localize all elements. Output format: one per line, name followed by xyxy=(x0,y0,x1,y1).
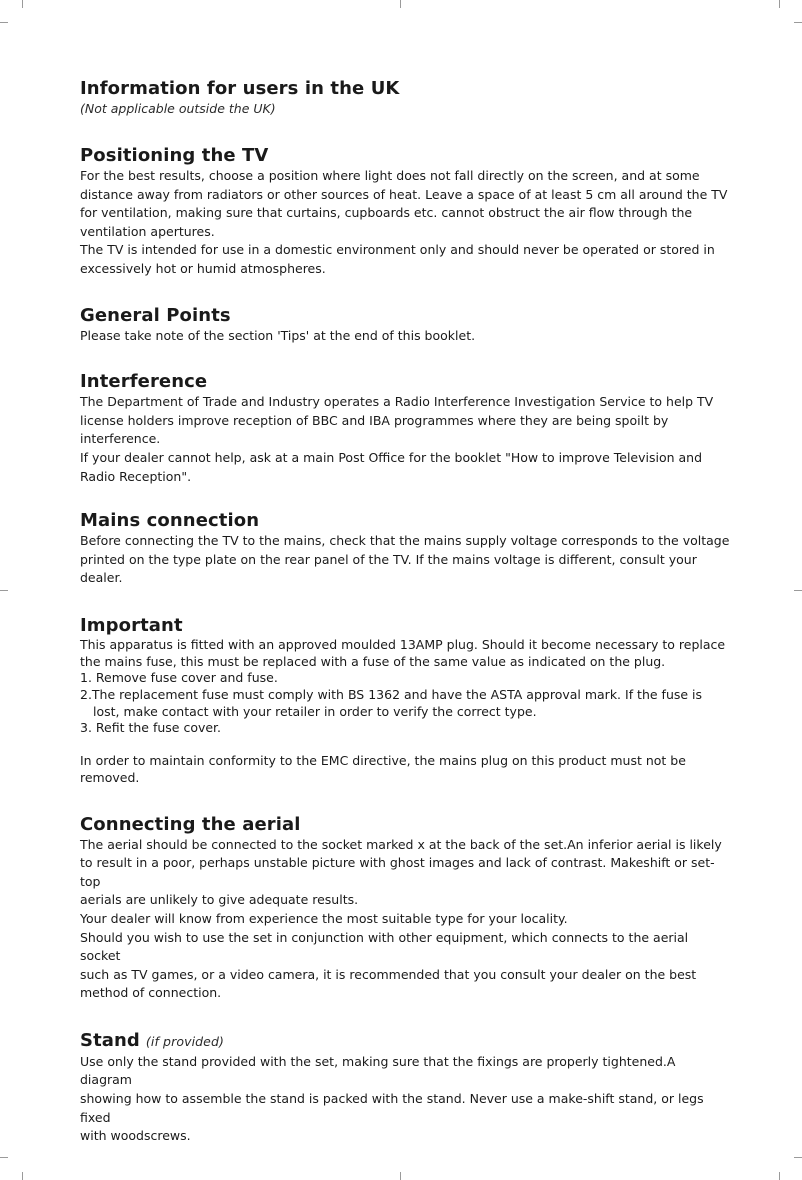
crop-mark xyxy=(794,22,802,23)
paragraph-line: This apparatus is fitted with an approved moulded 13AMP plug. Should it become necessary to replace xyxy=(80,636,726,652)
list-item: 2.The replacement fuse must comply with BS 1362 and have the ASTA approval mark. If the fuse is xyxy=(80,687,703,703)
section-positioning xyxy=(80,145,730,279)
paragraph-line: The TV is intended for use in a domestic environment only and should never be operated or stored in xyxy=(80,242,715,258)
crop-mark xyxy=(794,1157,802,1158)
paragraph-line: license holders improve reception of BBC and IBA programmes where they are being spoilt by xyxy=(80,412,669,428)
section-title: Important xyxy=(80,614,183,636)
paragraph-line: For the best results, choose a position where light does not fall directly on the screen, and at some xyxy=(80,168,700,183)
section-title-text: Stand xyxy=(80,1029,140,1051)
list-item: 1. Remove fuse cover and fuse. xyxy=(80,670,278,686)
paragraph-line: removed. xyxy=(80,769,140,785)
section-title: Interference xyxy=(80,371,208,393)
crop-mark xyxy=(22,1172,23,1180)
section-title xyxy=(80,1030,730,1053)
section-title: Mains connection xyxy=(80,510,260,532)
paragraph-line: method of connection. xyxy=(80,985,222,1001)
paragraph-line: Radio Reception". xyxy=(80,468,192,484)
paragraph-line: If your dealer cannot help, ask at a main Post Office for the booklet "How to improve Television and xyxy=(80,449,703,465)
paragraph-line: Use only the stand provided with the set, making sure that the fixings are properly tightened.A diagram xyxy=(80,1053,676,1088)
paragraph-line: In order to maintain conformity to the EMC directive, the mains plug on this product must not be xyxy=(80,753,686,769)
section-mains-connection xyxy=(80,510,730,588)
paragraph-line: to result in a poor, perhaps unstable picture with ghost images and lack of contrast. Makeshift or set-top xyxy=(80,855,715,889)
list-item-continuation: lost, make contact with your retailer in order to verify the correct type. xyxy=(93,703,537,719)
paragraph-line: ventilation apertures. xyxy=(80,223,215,239)
section-stand xyxy=(80,1030,730,1146)
crop-mark xyxy=(400,1172,401,1180)
paragraph-line: Should you wish to use the set in conjunction with other equipment, which connects to the aerial socket xyxy=(80,929,689,964)
crop-mark xyxy=(794,590,802,591)
section-title: Information for users in the UK xyxy=(80,78,400,99)
section-subtitle: (Not applicable outside the UK) xyxy=(80,101,276,116)
paragraph-line: with woodscrews. xyxy=(80,1128,191,1144)
paragraph-line: showing how to assemble the stand is packed with the stand. Never use a make-shift stand, or legs fixed xyxy=(80,1091,704,1125)
crop-mark xyxy=(400,0,401,8)
section-important xyxy=(80,615,730,787)
paragraph-line: excessively hot or humid atmospheres. xyxy=(80,260,326,276)
section-title-note: (if provided) xyxy=(145,1033,224,1049)
crop-mark xyxy=(0,1157,8,1158)
section-title: General Points xyxy=(80,304,231,326)
paragraph-line: The Department of Trade and Industry operates a Radio Interference Investigation Service to help TV xyxy=(80,394,714,410)
paragraph-line: distance away from radiators or other sources of heat. Leave a space of at least 5 cm all around the TV xyxy=(80,186,728,202)
paragraph-line: the mains fuse, this must be replaced with a fuse of the same value as indicated on the plug. xyxy=(80,653,666,669)
crop-mark xyxy=(0,590,8,591)
paragraph-line: aerials are unlikely to give adequate results. xyxy=(80,892,359,908)
paragraph-line: Your dealer will know from experience the most suitable type for your locality. xyxy=(80,910,568,926)
paragraph-line: Please take note of the section 'Tips' at the end of this booklet. xyxy=(80,327,476,343)
paragraph-line: such as TV games, or a video camera, it is recommended that you consult your dealer on the best xyxy=(80,966,697,982)
paragraph-line: printed on the type plate on the rear panel of the TV. If the mains voltage is different, consult your dealer. xyxy=(80,551,697,586)
section-title: Positioning the TV xyxy=(80,145,269,166)
section-connecting-aerial xyxy=(80,814,730,1003)
document-body xyxy=(80,78,730,1146)
crop-mark xyxy=(779,1172,780,1180)
paragraph-line: The aerial should be connected to the socket marked x at the back of the set.An inferior aerial is likely xyxy=(80,836,722,852)
paragraph-line: Before connecting the TV to the mains, check that the mains supply voltage corresponds to the voltage xyxy=(80,533,730,549)
section-title: Connecting the aerial xyxy=(80,813,301,835)
list-item: 3. Refit the fuse cover. xyxy=(80,720,222,736)
crop-mark xyxy=(22,0,23,8)
crop-mark xyxy=(0,22,8,23)
crop-mark xyxy=(779,0,780,8)
paragraph-line: interference. xyxy=(80,431,161,447)
paragraph-line: for ventilation, making sure that curtains, cupboards etc. cannot obstruct the air flow through the xyxy=(80,205,693,221)
section-general-points xyxy=(80,305,730,346)
section-interference xyxy=(80,371,730,486)
section-uk-info xyxy=(80,78,730,118)
